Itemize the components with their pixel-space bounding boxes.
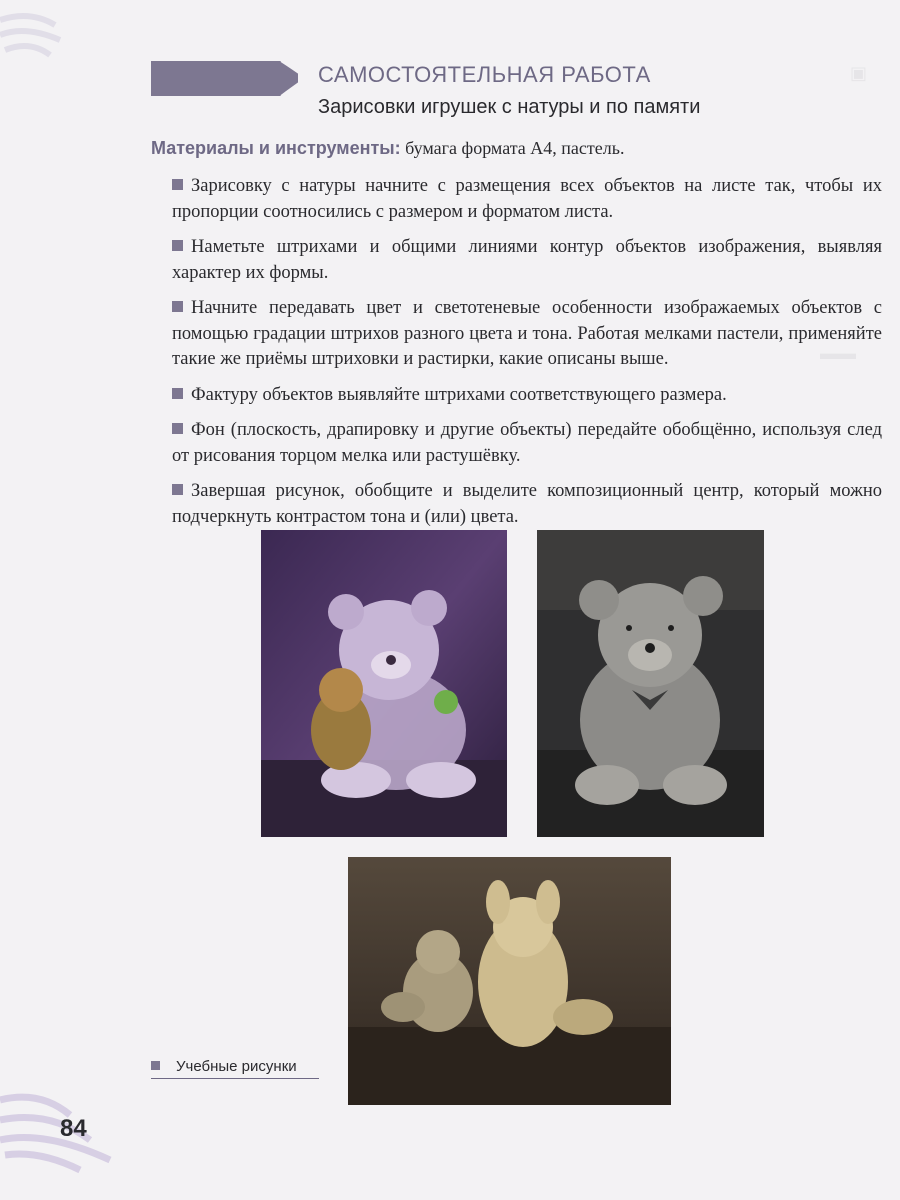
square-bullet-icon xyxy=(151,1061,160,1070)
materials-text: бумага формата А4, пастель. xyxy=(400,138,625,158)
instruction-text: Фактуру объектов выявляйте штрихами соответствующего размера. xyxy=(191,384,727,405)
square-bullet-icon xyxy=(172,423,183,434)
instruction-text: Зарисовку с натуры начните с размещения всех объектов на листе так, чтобы их пропорции соотносились с размером и форматом листа. xyxy=(172,176,882,222)
square-bullet-icon xyxy=(172,240,183,251)
figure-caption xyxy=(151,1058,319,1079)
instruction-step xyxy=(172,479,882,530)
page-number: 84 xyxy=(60,1115,87,1142)
show-through-text: ▣ xyxy=(850,63,868,83)
square-bullet-icon xyxy=(172,301,183,312)
instruction-text: Завершая рисунок, обобщите и выделите композиционный центр, который можно подчеркнуть контрастом тона и (или) цвета. xyxy=(172,481,882,527)
corner-scribble-decoration xyxy=(0,0,110,80)
instruction-text: Начните передавать цвет и светотеневые особенности изображаемых объектов с помощью градации штрихов разного цвета и тона. Работая мелками пастели, применяйте такие же приёмы штриховки и растирки, какие описаны выше. xyxy=(172,298,882,369)
pastel-teddy-bear-gray-image xyxy=(537,530,764,837)
square-bullet-icon xyxy=(172,179,183,190)
pencil-icon xyxy=(262,58,312,99)
instruction-text: Фон (плоскость, драпировку и другие объекты) передайте обобщённо, используя след от рисования торцом мелка или растушёвку. xyxy=(172,420,882,466)
section-title: САМОСТОЯТЕЛЬНАЯ РАБОТА xyxy=(318,62,651,87)
materials-label: Материалы и инструменты: xyxy=(151,138,401,158)
instruction-step xyxy=(172,235,882,286)
materials-line xyxy=(151,138,891,159)
square-bullet-icon xyxy=(172,388,183,399)
instruction-step xyxy=(172,418,882,469)
pastel-toys-still-life-image xyxy=(348,857,671,1105)
instruction-text: Наметьте штрихами и общими линиями контур объектов изображения, выявляя характер их формы. xyxy=(172,237,882,283)
instruction-step xyxy=(172,296,882,373)
show-through-text: ▬▬ xyxy=(820,343,856,363)
section-subtitle: Зарисовки игрушек с натуры и по памяти xyxy=(318,96,701,118)
square-bullet-icon xyxy=(172,484,183,495)
instruction-list xyxy=(172,174,882,540)
instruction-step xyxy=(172,174,882,225)
pastel-teddy-bear-purple-image xyxy=(261,530,507,837)
instruction-step xyxy=(172,383,882,409)
caption-text: Учебные рисунки xyxy=(176,1058,297,1075)
